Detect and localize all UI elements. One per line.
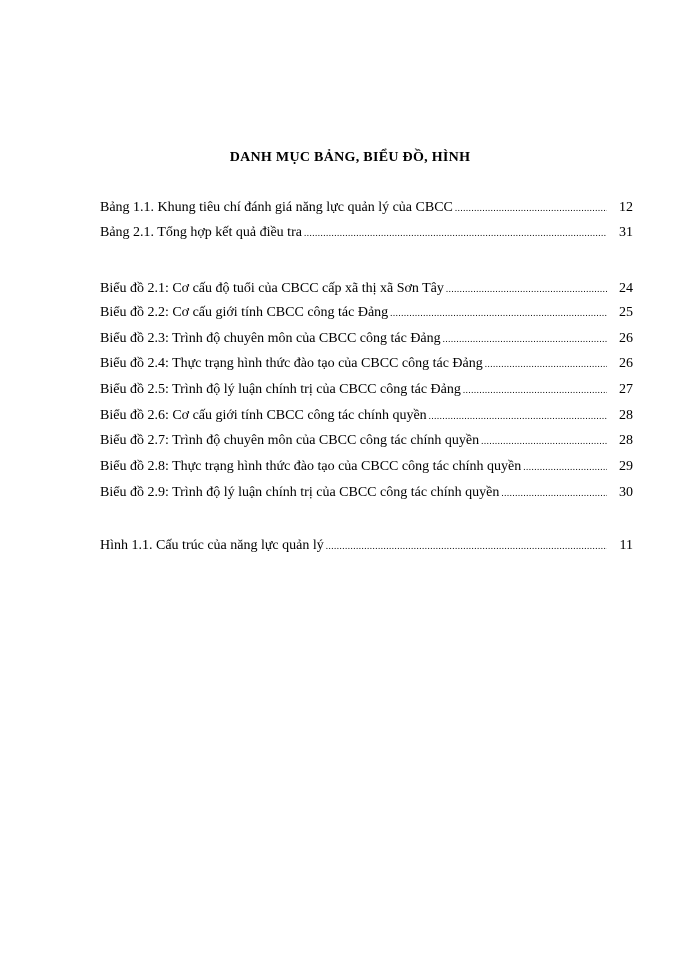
toc-entry-page: 25	[619, 305, 633, 320]
toc-entry-page: 26	[619, 356, 633, 371]
dot-leader	[446, 280, 607, 298]
toc-entry-label: Biểu đồ 2.4: Thực trạng hình thức đào tạo của CBCC công tác Đảng	[100, 356, 483, 371]
dot-leader	[455, 199, 607, 217]
dot-leader	[481, 432, 607, 450]
toc-entry-chart-1	[100, 280, 633, 298]
toc-entry-label: Biểu đồ 2.2: Cơ cấu giới tính CBCC công tác Đảng	[100, 305, 389, 320]
dot-leader	[463, 381, 607, 399]
toc-entry-label: Biểu đồ 2.9: Trình độ lý luận chính trị của CBCC công tác chính quyền	[100, 485, 500, 500]
toc-entry-table-1	[100, 199, 633, 217]
toc-entry-chart-2	[100, 304, 633, 322]
dot-leader	[501, 484, 607, 502]
toc-entry-chart-6	[100, 407, 633, 425]
toc-entry-chart-7	[100, 432, 633, 450]
page-title: DANH MỤC BẢNG, BIỂU ĐỒ, HÌNH	[229, 150, 471, 165]
toc-entry-chart-3	[100, 330, 633, 348]
dot-leader	[443, 330, 607, 348]
toc-entry-page: 27	[619, 382, 633, 397]
toc-entry-label: Biểu đồ 2.1: Cơ cấu độ tuổi của CBCC cấp xã thị xã Sơn Tây	[100, 281, 444, 296]
toc-entry-page: 12	[619, 200, 633, 215]
dot-leader	[326, 537, 607, 555]
toc-entry-chart-5	[100, 381, 633, 399]
dot-leader	[523, 458, 607, 476]
toc-entry-page: 31	[619, 225, 633, 240]
toc-entry-table-2	[100, 224, 633, 242]
toc-entry-chart-4	[100, 355, 633, 373]
toc-entry-figure-1	[100, 537, 633, 555]
dot-leader	[304, 224, 607, 242]
toc-entry-label: Biểu đồ 2.6: Cơ cấu giới tính CBCC công tác chính quyền	[100, 408, 427, 423]
toc-entry-label: Biểu đồ 2.8: Thực trạng hình thức đào tạo của CBCC công tác chính quyền	[100, 459, 522, 474]
toc-entry-label: Hình 1.1. Cấu trúc của năng lực quản lý	[100, 538, 324, 553]
toc-entry-label: Biểu đồ 2.3: Trình độ chuyên môn của CBCC công tác Đảng	[100, 331, 441, 346]
toc-entry-label: Bảng 1.1. Khung tiêu chí đánh giá năng lực quản lý của CBCC	[100, 200, 453, 215]
toc-entry-page: 29	[619, 459, 633, 474]
toc-entry-label: Bảng 2.1. Tổng hợp kết quả điều tra	[100, 225, 302, 240]
toc-entry-label: Biểu đồ 2.7: Trình độ chuyên môn của CBCC công tác chính quyền	[100, 433, 480, 448]
dot-leader	[429, 407, 607, 425]
toc-entry-page: 24	[619, 281, 633, 296]
toc-entry-page: 26	[619, 331, 633, 346]
toc-entry-chart-8	[100, 458, 633, 476]
toc-entry-page: 28	[619, 408, 633, 423]
toc-entry-chart-9	[100, 484, 633, 502]
toc-entry-page: 30	[619, 485, 633, 500]
toc-entry-page: 28	[619, 433, 633, 448]
dot-leader	[390, 304, 607, 322]
toc-entry-label: Biểu đồ 2.5: Trình độ lý luận chính trị của CBCC công tác Đảng	[100, 382, 461, 397]
toc-entry-page: 11	[619, 538, 633, 553]
dot-leader	[485, 355, 607, 373]
